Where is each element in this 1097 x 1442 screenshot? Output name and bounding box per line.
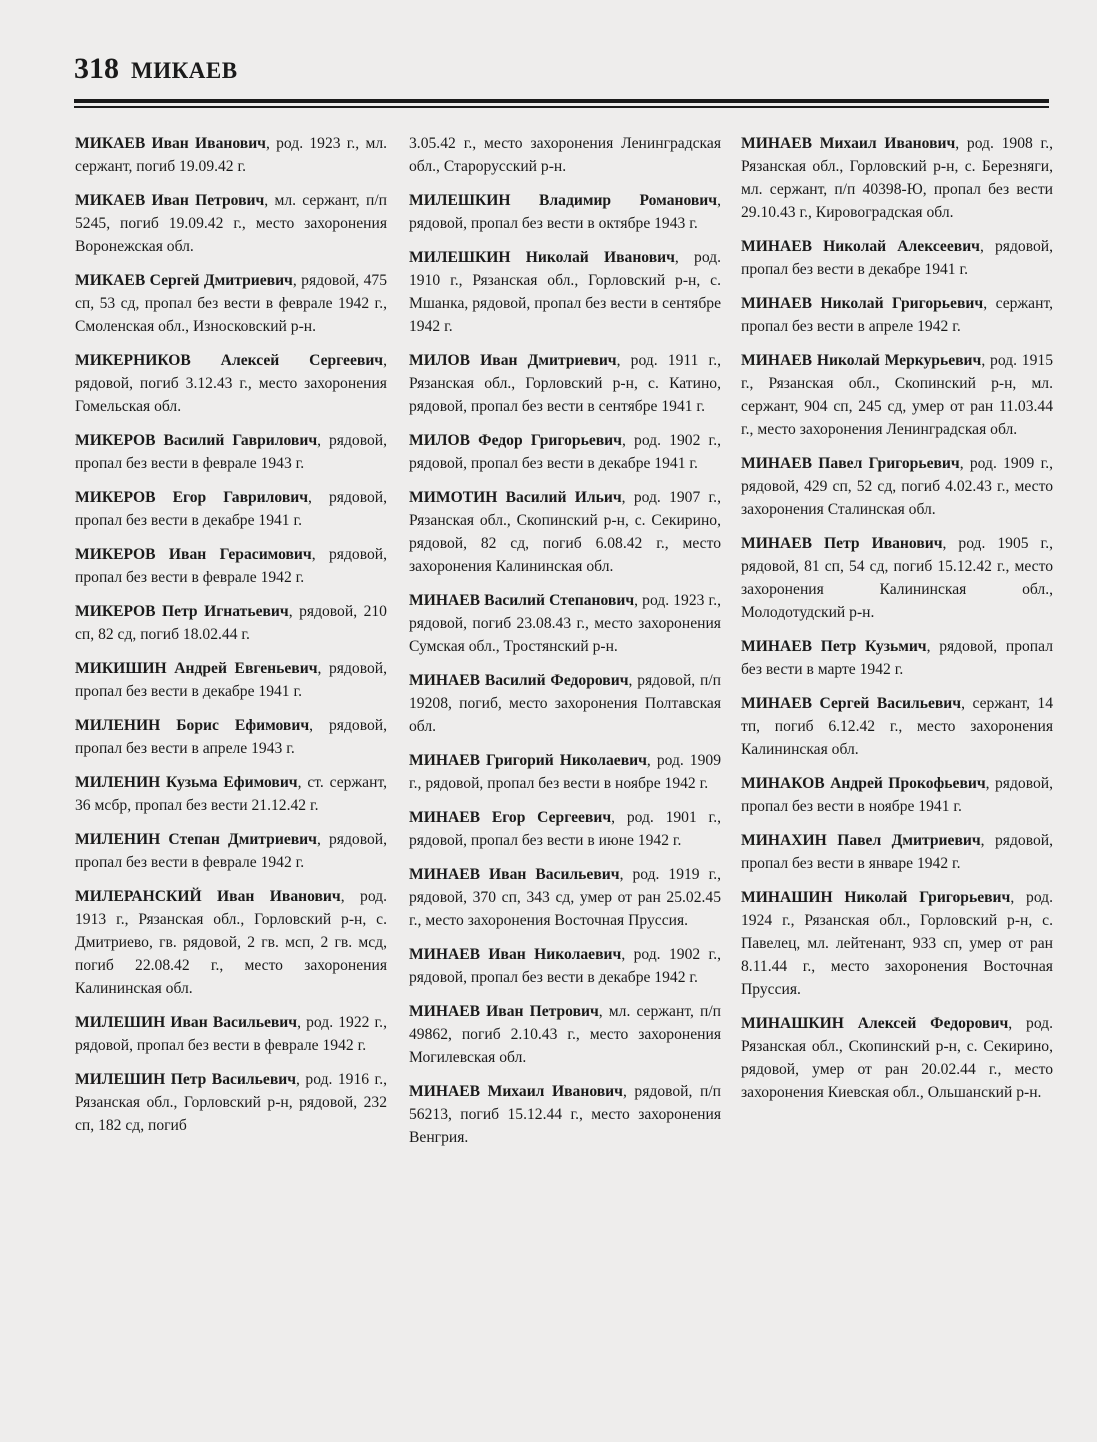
entry-name: МИНАЕВ Михаил Иванович (409, 1083, 623, 1100)
entry-name: МИЛОВ Иван Дмитриевич (409, 352, 617, 369)
running-head: МИКАЕВ (131, 58, 238, 83)
entry-name: МИНАЕВ Павел Григорьевич (741, 455, 960, 472)
entry (75, 885, 387, 1000)
entry-text: , род. 1907 г., Рязанская обл., Скопинский р-н, с. Секирино, рядовой, 82 сд, погиб 6.08.42 г., место захоронения Калининская обл. (409, 489, 721, 575)
entry-name: МИНАЕВ Иван Васильевич (409, 866, 620, 883)
entry-name: МИНАЕВ Петр Иванович (741, 535, 943, 552)
header-rule-thin (74, 106, 1049, 108)
entry-text: , род. 1911 г., Рязанская обл., Горловский р-н, с. Катино, рядовой, пропал без вести в сентябре 1941 г. (409, 352, 721, 415)
entry-name: МИЛЕНИН Кузьма Ефимович (75, 774, 298, 791)
entry-name: МИКЕРОВ Василий Гаврилович (75, 432, 318, 449)
entry-name: МИЛЕНИН Борис Ефимович (75, 717, 310, 734)
entry (75, 189, 387, 258)
entry-text: , рядовой, 475 сп, 53 сд, пропал без вести в феврале 1942 г., Смоленская обл., Износковский р-н. (75, 272, 387, 335)
entry-name: МИНАЕВ Николай Алексеевич (741, 238, 980, 255)
entry (75, 771, 387, 817)
entry (75, 1011, 387, 1057)
entry (75, 132, 387, 178)
entry-text: , рядовой, пропал без вести в январе 1942 г. (741, 832, 1053, 872)
entry (409, 349, 721, 418)
page-header (74, 48, 1054, 88)
column-1 (75, 132, 387, 1148)
entry-text: , ст. сержант, 36 мсбр, пропал без вести 21.12.42 г. (75, 774, 387, 814)
entry-name: МИНАЕВ Егор Сергеевич (409, 809, 612, 826)
entry (741, 635, 1053, 681)
entry-name: МИНАЕВ Николай Григорьевич (741, 295, 984, 312)
entry-text: , род. 1908 г., Рязанская обл., Горловский р-н, с. Березняги, мл. сержант, п/п 40398-Ю, пропал без вести 29.10.43 г., Кировоградская обл. (741, 135, 1053, 221)
entry-text: , рядовой, пропал без вести в ноябре 1941 г. (741, 775, 1054, 815)
entry (409, 189, 721, 235)
entry (741, 235, 1053, 281)
entry-name: МИКАЕВ Иван Иванович (75, 135, 266, 152)
page-number: 318 (74, 52, 119, 85)
entry (409, 806, 721, 852)
entry-text: , рядовой, пропал без вести в октябре 1943 г. (409, 192, 721, 232)
entry-name: МИКЕРНИКОВ Алексей Сергеевич (75, 352, 384, 369)
column-3 (741, 132, 1053, 1115)
entry-text: , сержант, пропал без вести в апреле 1942 г. (741, 295, 1053, 335)
entry-name: МИНАКОВ Андрей Прокофьевич (741, 775, 986, 792)
entry-name: МИКЕРОВ Петр Игнатьевич (75, 603, 289, 620)
entry (409, 429, 721, 475)
entry-name: МИЛЕШКИН Николай Иванович (409, 249, 675, 266)
entry (741, 532, 1053, 624)
entry-text: , рядовой, пропал без вести в декабре 1941 г. (75, 489, 388, 529)
entry (741, 349, 1053, 441)
entry (409, 943, 721, 989)
entry-text: , рядовой, погиб 3.12.43 г., место захоронения Гомельская обл. (75, 352, 387, 415)
entry-name: МИМОТИН Василий Ильич (409, 489, 622, 506)
entry-text: , род. 1923 г., мл. сержант, погиб 19.09.42 г. (75, 135, 387, 175)
entry (741, 292, 1053, 338)
entry-text: , род. 1919 г., рядовой, 370 сп, 343 сд, умер от ран 25.02.45 г., место захоронения Восточная Пруссия. (409, 866, 721, 929)
entry-name: МИНАЕВ Петр Кузьмич (741, 638, 927, 655)
entry-name: МИНАЕВ Григорий Николаевич (409, 752, 647, 769)
entry (409, 486, 721, 578)
entry (409, 1000, 721, 1069)
entry-text: , род. 1905 г., рядовой, 81 сп, 54 сд, погиб 15.12.42 г., место захоронения Калининская обл., Молодотудский р-н. (741, 535, 1053, 621)
entry (741, 829, 1053, 875)
entry-text: , рядовой, пропал без вести в феврале 1942 г. (75, 831, 388, 871)
entry-text: , рядовой, пропал без вести в декабре 1941 г. (741, 238, 1053, 278)
entry (409, 749, 721, 795)
entry-text: 3.05.42 г., место захоронения Ленинградская обл., Старорусский р-н. (409, 135, 721, 175)
entry (741, 132, 1053, 224)
entry-name: МИКИШИН Андрей Евгеньевич (75, 660, 318, 677)
entry-text: , рядовой, п/п 56213, погиб 15.12.44 г., место захоронения Венгрия. (409, 1083, 722, 1146)
entry-text: , рядовой, пропал без вести в декабре 1941 г. (75, 660, 387, 700)
entry-text: , рядовой, пропал без вести в феврале 1942 г. (75, 546, 387, 586)
entry (741, 772, 1053, 818)
entry (75, 657, 387, 703)
entry (741, 1012, 1053, 1104)
entry-name: МИНАЕВ Иван Петрович (409, 1003, 599, 1020)
entry (75, 600, 387, 646)
entry-name: МИКЕРОВ Иван Герасимович (75, 546, 312, 563)
column-2 (409, 132, 721, 1160)
entry-text: , род. 1915 г., Рязанская обл., Скопинский р-н, мл. сержант, 904 сп, 245 сд, умер от ран 11.03.44 г., место захоронения Ленинградская обл. (741, 352, 1053, 438)
entry-text: , рядовой, пропал без вести в апреле 1943 г. (75, 717, 388, 757)
entry (75, 543, 387, 589)
entry (75, 429, 387, 475)
entry (75, 828, 387, 874)
entry-name: МИЛЕШКИН Владимир Романович (409, 192, 718, 209)
entry-text: , мл. сержант, п/п 5245, погиб 19.09.42 г., место захоронения Воронежская обл. (75, 192, 388, 255)
entry (409, 589, 721, 658)
entry-text: , род. 1922 г., рядовой, пропал без вести в феврале 1942 г. (75, 1014, 387, 1054)
entry (409, 246, 721, 338)
entry-name: МИНАШКИН Алексей Федорович (741, 1015, 1009, 1032)
entry-name: МИКЕРОВ Егор Гаврилович (75, 489, 309, 506)
entry-name: МИНАЕВ Иван Николаевич (409, 946, 622, 963)
entry (741, 886, 1053, 1001)
entry-text: , род. 1909 г., рядовой, 429 сп, 52 сд, погиб 4.02.43 г., место захоронения Сталинская обл. (741, 455, 1053, 518)
entry-name: МИЛЕНИН Степан Дмитриевич (75, 831, 317, 848)
entry (741, 692, 1053, 761)
entry-name: МИЛОВ Федор Григорьевич (409, 432, 622, 449)
entry (741, 452, 1053, 521)
entry-name: МИНАЕВ Николай Меркурьевич (741, 352, 982, 369)
entry-name: МИЛЕШИН Иван Васильевич (75, 1014, 298, 1031)
entry-name: МИНАЕВ Василий Федорович (409, 672, 629, 689)
entry-text: , род. 1924 г., Рязанская обл., Горловский р-н, с. Павелец, мл. лейтенант, 933 сп, умер от ран 8.11.44 г., место захоронения Восточная Пруссия. (741, 889, 1054, 998)
entry-text: , род. 1902 г., рядовой, пропал без вести в декабре 1941 г. (409, 432, 721, 472)
entry-text: , рядовой, п/п 19208, погиб, место захоронения Полтавская обл. (409, 672, 722, 735)
entry-text: , рядовой, пропал без вести в марте 1942 г. (741, 638, 1053, 678)
entry-name: МИНАХИН Павел Дмитриевич (741, 832, 981, 849)
entry (409, 863, 721, 932)
header-rule-thick (74, 99, 1049, 103)
entry-name: МИКАЕВ Сергей Дмитриевич (75, 272, 293, 289)
entry (75, 1068, 387, 1137)
entry (409, 1080, 721, 1149)
entry-text: , род. 1910 г., Рязанская обл., Горловский р-н, с. Мшанка, рядовой, пропал без вести в сентябре 1942 г. (409, 249, 721, 335)
entry-name: МИЛЕРАНСКИЙ Иван Иванович (75, 888, 341, 905)
entry-text: , рядовой, 210 сп, 82 сд, погиб 18.02.44 г. (75, 603, 387, 643)
entry-text: , сержант, 14 тп, погиб 6.12.42 г., место захоронения Калининская обл. (741, 695, 1053, 758)
entry-text: , род. 1923 г., рядовой, погиб 23.08.43 г., место захоронения Сумская обл., Тростянский р-н. (409, 592, 721, 655)
entry-name: МИКАЕВ Иван Петрович (75, 192, 265, 209)
entry-text: , род. 1916 г., Рязанская обл., Горловский р-н, рядовой, 232 сп, 182 сд, погиб (75, 1071, 387, 1134)
entry-text: , род. 1902 г., рядовой, пропал без вести в декабре 1942 г. (409, 946, 721, 986)
entry-text: , мл. сержант, п/п 49862, погиб 2.10.43 г., место захоронения Могилевская обл. (409, 1003, 721, 1066)
entry-name: МИНАШИН Николай Григорьевич (741, 889, 1011, 906)
entry (75, 349, 387, 418)
entry-name: МИЛЕШИН Петр Васильевич (75, 1071, 297, 1088)
entry-name: МИНАЕВ Василий Степанович (409, 592, 635, 609)
entry-text: , род. 1909 г., рядовой, пропал без вести в ноябре 1942 г. (409, 752, 721, 792)
entry (75, 269, 387, 338)
entry (75, 714, 387, 760)
entry-text: , род. 1913 г., Рязанская обл., Горловский р-н, с. Дмитриево, гв. рядовой, 2 гв. мсп, 2 гв. мсд, погиб 22.08.42 г., место захоронения Калининская обл. (75, 888, 388, 997)
entry-text: , рядовой, пропал без вести в феврале 1943 г. (75, 432, 387, 472)
entry-text: , род. 1901 г., рядовой, пропал без вести в июне 1942 г. (409, 809, 721, 849)
entry-name: МИНАЕВ Михаил Иванович (741, 135, 956, 152)
entry (409, 132, 721, 178)
entry (409, 669, 721, 738)
entry-name: МИНАЕВ Сергей Васильевич (741, 695, 962, 712)
entry-text: , род. Рязанская обл., Скопинский р-н, с. Секирино, рядовой, умер от ран 20.02.44 г., место захоронения Киевская обл., Ольшанский р-н. (741, 1015, 1053, 1101)
entry (75, 486, 387, 532)
